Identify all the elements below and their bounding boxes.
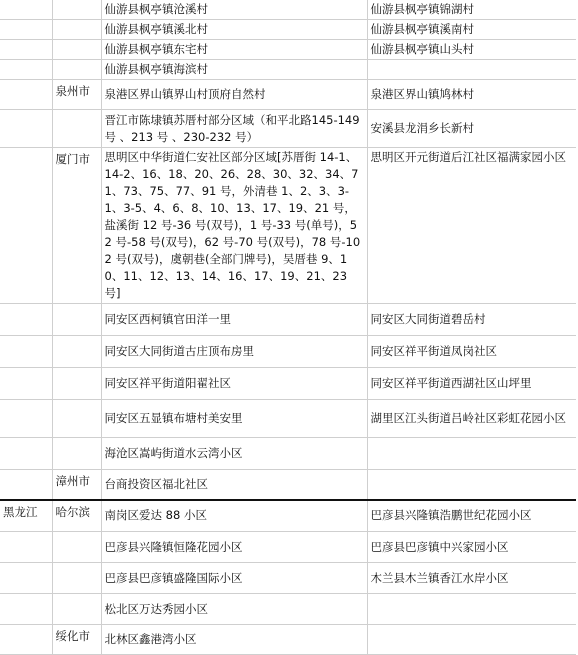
city-cell [52, 438, 101, 470]
province-cell [0, 594, 52, 625]
table-row [0, 500, 576, 532]
area-cell-left: 同安区祥平街道阳翟社区 [101, 368, 367, 400]
city-cell: 厦门市 [52, 148, 101, 304]
table-row [0, 20, 576, 40]
table-row [0, 368, 576, 400]
province-cell [0, 625, 52, 655]
table-row [0, 470, 576, 500]
area-cell-left: 巴彦县兴隆镇恒隆花园小区 [101, 532, 367, 563]
area-cell-left: 同安区西柯镇官田洋一里 [101, 304, 367, 336]
province-cell: 黑龙江 [0, 500, 52, 532]
city-cell [52, 532, 101, 563]
table-row [0, 625, 576, 655]
table-row [0, 40, 576, 60]
area-cell-right: 巴彦县巴彦镇中兴家园小区 [367, 532, 576, 563]
table-row [0, 563, 576, 594]
area-cell-left: 晋江市陈埭镇苏厝村部分区域（和平北路145-149 号 、213 号 、230-232 号） [101, 110, 367, 148]
area-cell-right: 巴彦县兴隆镇浩鹏世纪花园小区 [367, 500, 576, 532]
area-cell-left: 仙游县枫亭镇沧溪村 [101, 0, 367, 20]
area-cell-right [367, 594, 576, 625]
area-cell-right: 仙游县枫亭镇锦湖村 [367, 0, 576, 20]
area-cell-right [367, 625, 576, 655]
area-cell-right: 同安区大同街道碧岳村 [367, 304, 576, 336]
city-cell [52, 368, 101, 400]
area-cell-left: 仙游县枫亭镇东宅村 [101, 40, 367, 60]
table-row [0, 594, 576, 625]
area-cell-right [367, 470, 576, 500]
city-cell [52, 400, 101, 438]
city-cell [52, 594, 101, 625]
area-cell-left: 南岗区爱达 88 小区 [101, 500, 367, 532]
table-row [0, 532, 576, 563]
table-row [0, 304, 576, 336]
area-cell-left: 巴彦县巴彦镇盛隆国际小区 [101, 563, 367, 594]
area-cell-left: 松北区万达秀园小区 [101, 594, 367, 625]
city-cell: 漳州市 [52, 470, 101, 500]
city-cell [52, 0, 101, 20]
province-cell [0, 336, 52, 368]
table-row [0, 336, 576, 368]
area-cell-right: 木兰县木兰镇香江水岸小区 [367, 563, 576, 594]
city-cell [52, 110, 101, 148]
area-cell-left: 仙游县枫亭镇溪北村 [101, 20, 367, 40]
province-cell [0, 563, 52, 594]
city-cell: 泉州市 [52, 80, 101, 110]
area-cell-right: 安溪县龙涓乡长新村 [367, 110, 576, 148]
city-cell [52, 336, 101, 368]
area-cell-right [367, 438, 576, 470]
area-cell-right: 泉港区界山镇鸠林村 [367, 80, 576, 110]
area-cell-right [367, 60, 576, 80]
province-cell [0, 368, 52, 400]
province-cell [0, 470, 52, 500]
area-cell-left: 泉港区界山镇界山村顶府自然村 [101, 80, 367, 110]
city-cell [52, 20, 101, 40]
table-row [0, 0, 576, 20]
table-row [0, 110, 576, 148]
province-cell [0, 80, 52, 110]
table-row [0, 80, 576, 110]
table-row [0, 148, 576, 304]
province-cell [0, 148, 52, 304]
area-cell-left: 仙游县枫亭镇海滨村 [101, 60, 367, 80]
area-cell-right: 同安区祥平街道西湖社区山坪里 [367, 368, 576, 400]
area-cell-left: 同安区五显镇布塘村美安里 [101, 400, 367, 438]
area-cell-left: 思明区中华街道仁安社区部分区域[苏厝街 14-1、14-2、16、18、20、26、28、30、32、34、71、73、75、77、91 号，外清巷 1、2、3、3-1、3-5、4、6、8、10、13、17、19、21 号，盐溪街 12 号-36 号(双号)，1 号-33 号(单号)，52 号-58 号(双号)，62 号-70 号(双号)，78 号-102 号(双号)，虞朝巷(全部门牌号)，吴厝巷 9、10、11、12、13、14、16、17、19、21、23 号] [101, 148, 367, 304]
area-cell-right: 同安区祥平街道凤岗社区 [367, 336, 576, 368]
area-cell-left: 海沧区嵩屿街道水云湾小区 [101, 438, 367, 470]
city-cell [52, 60, 101, 80]
province-cell [0, 532, 52, 563]
area-cell-left: 北林区鑫港湾小区 [101, 625, 367, 655]
table-row [0, 438, 576, 470]
area-cell-right: 湖里区江头街道吕岭社区彩虹花园小区 [367, 400, 576, 438]
province-cell [0, 60, 52, 80]
province-cell [0, 0, 52, 20]
province-cell [0, 20, 52, 40]
city-cell [52, 304, 101, 336]
area-cell-left: 台商投资区福北社区 [101, 470, 367, 500]
area-cell-right: 思明区开元街道后江社区福满家园小区 [367, 148, 576, 304]
province-cell [0, 304, 52, 336]
area-cell-left: 同安区大同街道古庄顶布房里 [101, 336, 367, 368]
table-row [0, 400, 576, 438]
province-cell [0, 40, 52, 60]
province-cell [0, 438, 52, 470]
city-cell [52, 563, 101, 594]
city-cell [52, 40, 101, 60]
area-cell-right: 仙游县枫亭镇溪南村 [367, 20, 576, 40]
area-cell-right: 仙游县枫亭镇山头村 [367, 40, 576, 60]
province-cell [0, 400, 52, 438]
province-cell [0, 110, 52, 148]
city-cell: 哈尔滨 [52, 500, 101, 532]
city-cell: 绥化市 [52, 625, 101, 655]
table-row [0, 60, 576, 80]
